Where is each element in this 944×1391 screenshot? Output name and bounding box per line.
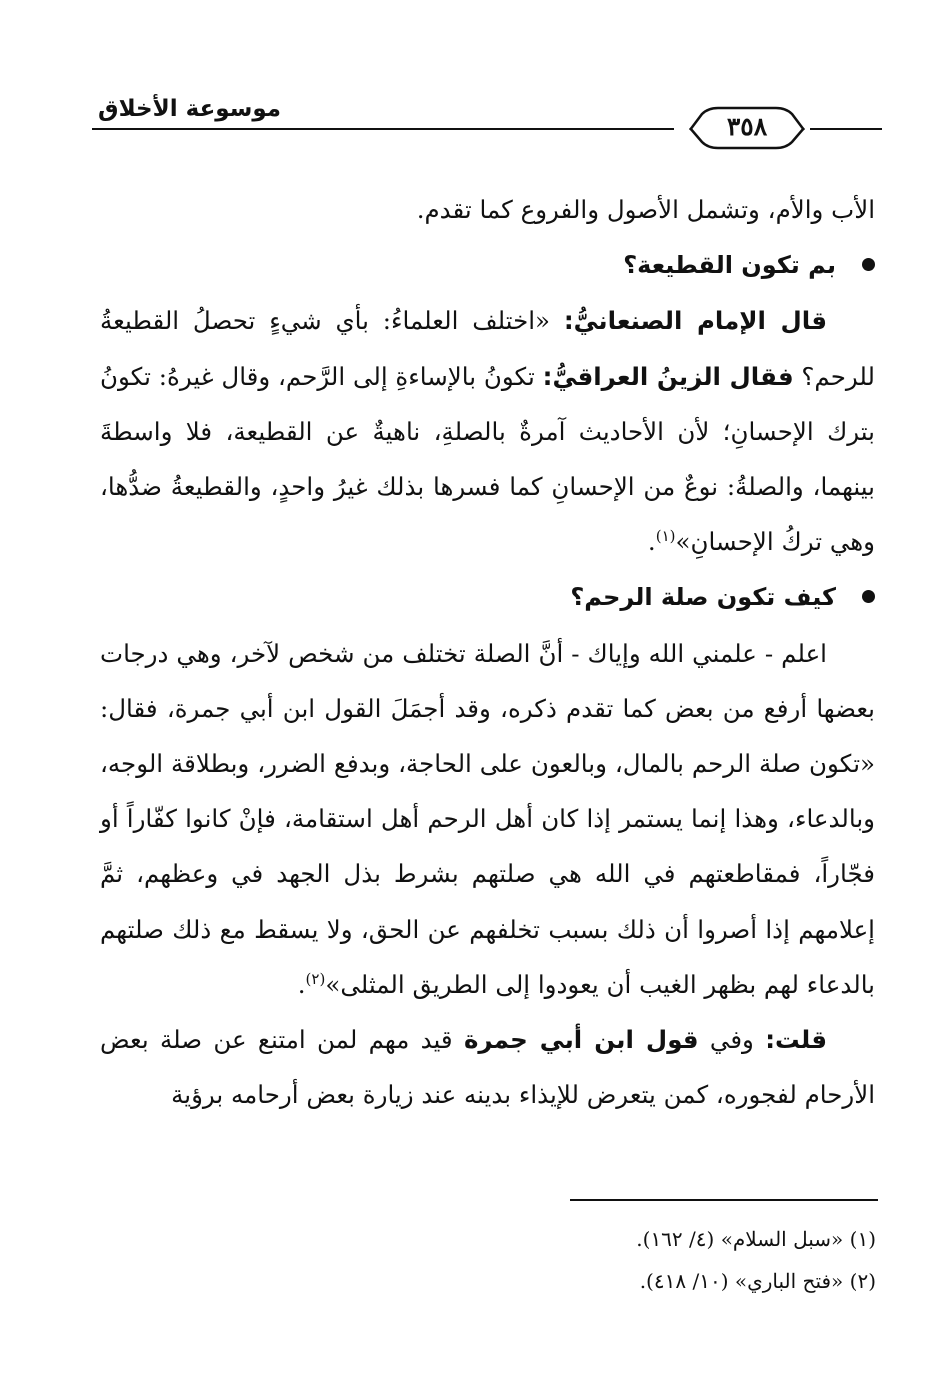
footnote-rule: [570, 1199, 878, 1201]
quote-text: تكونُ بالإساءةِ إلى الرَّحم، وقال غيرهُ: تكونُ بترك الإحسانِ؛ لأن الأحاديث آمرةٌ بالصلةِ، ناهيةٌ عن القطيعة، فلا واسطةَ بينهما، والصلةُ: نوعٌ من الإحسانِ كما فسرها بذلك غيرُ واحدٍ، والقطيعةُ ضدُّها، وهي تركُ الإحسانِ»: [100, 361, 875, 557]
text-line: الأب والأم، وتشمل الأصول والفروع كما تقدم.: [416, 195, 875, 224]
text-paragraph: [100, 1012, 875, 1122]
text-paragraph: [100, 626, 875, 1012]
page-number-ornament: [688, 104, 806, 150]
speaker-name: قال الإمام الصنعانيُّ:: [563, 306, 827, 336]
footnote-item: (١) «سبل السلام» (٤/ ١٦٢).: [636, 1227, 876, 1251]
page-header: [92, 88, 882, 150]
main-text: [100, 182, 875, 1122]
bullet-icon: [862, 258, 875, 271]
footnote-item: (٢) «فتح الباري» (١٠/ ٤١٨).: [639, 1269, 876, 1293]
heading-text: كيف تكون صلة الرحم؟: [570, 583, 836, 612]
text-paragraph: [100, 182, 875, 237]
header-rule-left: [92, 128, 674, 130]
bullet-icon: [862, 590, 875, 603]
heading-text: بم تكون القطيعة؟: [623, 251, 836, 280]
quote-text: «اختلف العلماءُ: بأي شيءٍ تحصلُ القطيعةُ للرحم؟: [100, 306, 875, 391]
section-heading-2: [100, 569, 875, 625]
footnotes: [276, 1218, 876, 1302]
book-title: موسوعة الأخلاق: [98, 96, 281, 122]
paragraph-text: قيد مهم لمن امتنع عن صلة بعض الأرحام لفجوره، كمن يتعرض للإيذاء بدينه عند زيارة بعض أرحامه برؤية: [100, 1025, 875, 1110]
page-number: ٣٥٨: [726, 112, 768, 141]
punctuation: .: [647, 527, 656, 557]
section-heading-1: [100, 237, 875, 293]
emphasis-text: قول ابن أبي جمرة: [463, 1025, 699, 1055]
footnote-ref[interactable]: (٢): [305, 969, 326, 988]
speaker-name: فقال الزينُ العراقيُّ:: [542, 361, 794, 391]
text-paragraph: [100, 293, 875, 569]
note-label: قلت:: [765, 1025, 827, 1055]
punctuation: .: [297, 969, 306, 999]
header-rule-right: [810, 128, 882, 130]
footnote-ref[interactable]: (١): [655, 527, 676, 546]
paragraph-text: وفي: [709, 1025, 754, 1055]
paragraph-text: اعلم - علمني الله وإياك - أنَّ الصلة تختلف من شخص لآخر، وهي درجات بعضها أرفع من بعض كما تقدم ذكره، وقد أجمَلَ القول ابن أبي جمرة، فقال: «تكون صلة الرحم بالمال، وبالعون على الحاجة، وبدفع الضرر، وبطلاقة الوجه، وبالدعاء، وهذا إنما يستمر إذا كان أهل الرحم أهل استقامة، فإنْ كانوا كفّاراً أو فجّاراً، فمقاطعتهم في الله هي صلتهم بشرط بذل الجهد في وعظهم، ثمَّ إعلامهم إذا أصروا أن ذلك بسبب تخلفهم عن الحق، ولا يسقط مع ذلك صلتهم بالدعاء لهم بظهر الغيب أن يعودوا إلى الطريق المثلى»: [100, 638, 875, 999]
